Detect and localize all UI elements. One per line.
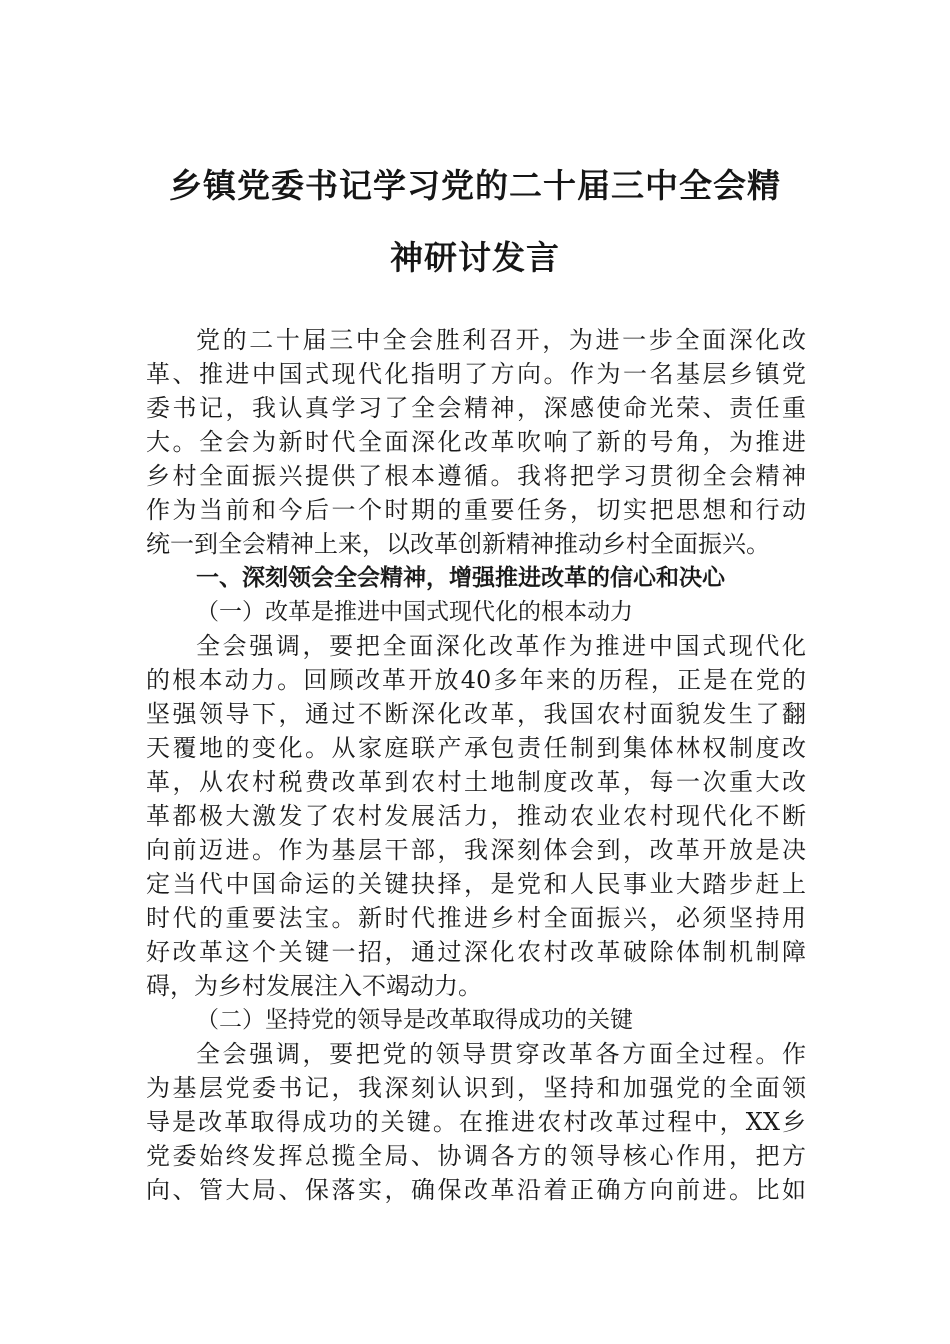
body-text-line: 革，从农村税费改革到农村土地制度改革，每一次重大改 [146, 768, 806, 796]
body-text-line: 向、管大局、保落实，确保改革沿着正确方向前进。比如 [146, 1176, 806, 1204]
paragraph-last-line: 统一到全会精神上来，以改革创新精神推动乡村全面振兴。 [146, 530, 770, 558]
subsection-heading: （一）改革是推进中国式现代化的根本动力 [196, 599, 633, 625]
body-text-line: 定当代中国命运的关键抉择，是党和人民事业大踏步赶上 [146, 870, 806, 898]
body-text-line: 革、推进中国式现代化指明了方向。作为一名基层乡镇党 [146, 360, 806, 388]
section-heading: 一、深刻领会全会精神，增强推进改革的信心和决心 [196, 565, 725, 591]
paragraph-first-line: 党的二十届三中全会胜利召开，为进一步全面深化改 [196, 326, 806, 354]
body-text-line: 坚强领导下，通过不断深化改革，我国农村面貌发生了翻 [146, 700, 806, 728]
title-line-2: 神研讨发言 [390, 238, 560, 277]
body-text-line: 作为当前和今后一个时期的重要任务，切实把思想和行动 [146, 496, 806, 524]
body-text-line: 向前迈进。作为基层干部，我深刻体会到，改革开放是决 [146, 836, 806, 864]
body-text-line: 的根本动力。回顾改革开放40多年来的历程，正是在党的 [146, 666, 806, 694]
document-body [146, 323, 806, 1207]
body-text-line: 为基层党委书记，我深刻认识到，坚持和加强党的全面领 [146, 1074, 806, 1102]
document-title [140, 150, 810, 294]
body-text-line: 天覆地的变化。从家庭联产承包责任制到集体林权制度改 [146, 734, 806, 762]
paragraph-first-line: 全会强调，要把党的领导贯穿改革各方面全过程。作 [196, 1040, 806, 1068]
body-text-line: 大。全会为新时代全面深化改革吹响了新的号角，为推进 [146, 428, 806, 456]
paragraph-first-line: 全会强调，要把全面深化改革作为推进中国式现代化 [196, 632, 806, 660]
body-text-line: 时代的重要法宝。新时代推进乡村全面振兴，必须坚持用 [146, 904, 806, 932]
paragraph-last-line: 碍，为乡村发展注入不竭动力。 [146, 972, 482, 1000]
body-text-line: 党委始终发挥总揽全局、协调各方的领导核心作用，把方 [146, 1142, 806, 1170]
subsection-heading: （二）坚持党的领导是改革取得成功的关键 [196, 1007, 633, 1033]
body-text-line: 革都极大激发了农村发展活力，推动农业农村现代化不断 [146, 802, 806, 830]
body-text-line: 导是改革取得成功的关键。在推进农村改革过程中，XX乡 [146, 1108, 806, 1136]
title-line-1: 乡镇党委书记学习党的二十届三中全会精 [169, 166, 781, 205]
body-text-line: 好改革这个关键一招，通过深化农村改革破除体制机制障 [146, 938, 806, 966]
body-text-line: 委书记，我认真学习了全会精神，深感使命光荣、责任重 [146, 394, 806, 422]
body-text-line: 乡村全面振兴提供了根本遵循。我将把学习贯彻全会精神 [146, 462, 806, 490]
